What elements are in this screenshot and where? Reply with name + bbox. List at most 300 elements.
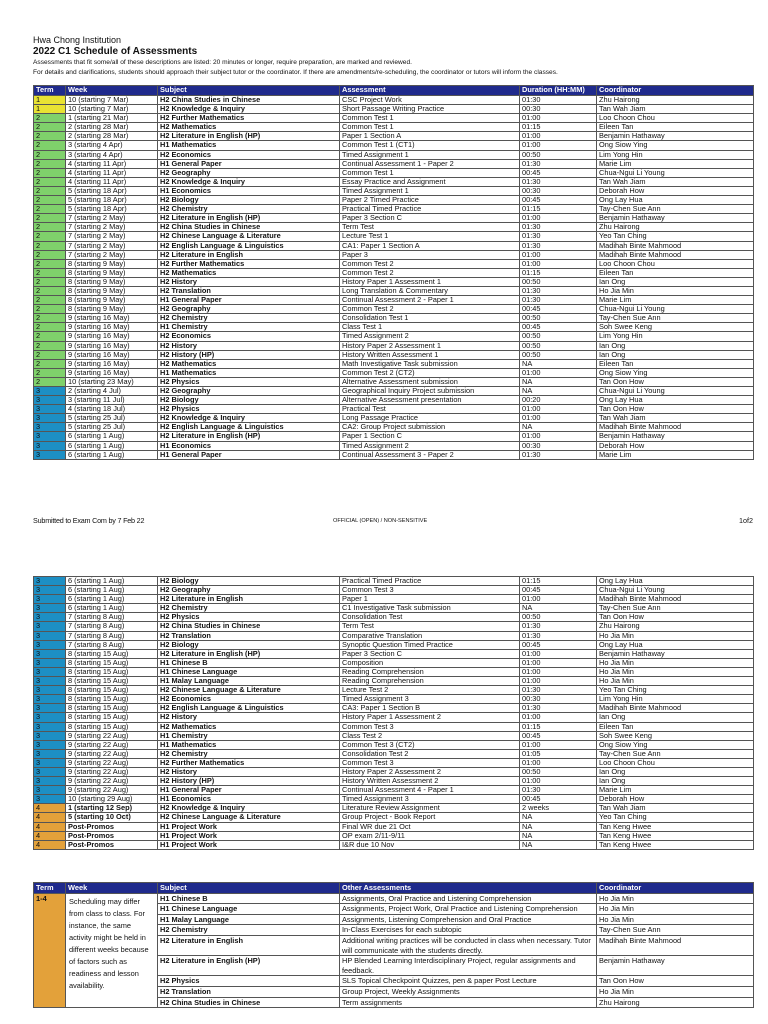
coordinator-cell: Lim Yong Hin [597, 150, 754, 159]
week-cell: 10 (starting 29 Aug) [66, 795, 158, 804]
assessment-cell: Paper 1 [340, 595, 520, 604]
assessment-cell: Alternative Assessment presentation [340, 396, 520, 405]
assessment-cell: Long Translation & Commentary [340, 286, 520, 295]
coordinator-cell: Ho Jia Min [597, 286, 754, 295]
schedule-rows-page-2 [34, 577, 754, 850]
subject-cell: H2 Literature in English (HP) [158, 432, 340, 441]
coordinator-cell: Tan Oon How [597, 405, 754, 414]
term-cell: 2 [34, 214, 66, 223]
table-row [34, 631, 754, 640]
coordinator-cell: Ian Ong [597, 350, 754, 359]
week-cell: 8 (starting 15 Aug) [66, 686, 158, 695]
duration-cell: 01:00 [520, 658, 597, 667]
assessment-cell: Common Test 3 (CT2) [340, 740, 520, 749]
week-cell: 7 (starting 8 Aug) [66, 613, 158, 622]
duration-cell: 01:15 [520, 577, 597, 586]
table-row [34, 223, 754, 232]
assessment-cell: Consolidation Test [340, 613, 520, 622]
table-row [34, 123, 754, 132]
term-cell: 3 [34, 441, 66, 450]
duration-cell: 01:00 [520, 214, 597, 223]
duration-cell: 00:30 [520, 695, 597, 704]
coordinator-cell: Tay-Chen Sue Ann [597, 205, 754, 214]
term-cell: 3 [34, 631, 66, 640]
table-row [34, 196, 754, 205]
week-cell: 7 (starting 2 May) [66, 241, 158, 250]
subject-cell: H2 Literature in English [158, 935, 340, 955]
table-row [34, 450, 754, 459]
duration-cell: NA [520, 813, 597, 822]
subject-cell: H2 Knowledge & Inquiry [158, 177, 340, 186]
term-cell: 3 [34, 622, 66, 631]
week-cell: 9 (starting 16 May) [66, 368, 158, 377]
assessment-cell: History Paper 1 Assessment 2 [340, 713, 520, 722]
coordinator-cell: Ho Jia Min [597, 658, 754, 667]
term-cell: 2 [34, 305, 66, 314]
subject-cell: H2 Mathematics [158, 359, 340, 368]
table-row [34, 214, 754, 223]
duration-cell: 01:00 [520, 114, 597, 123]
term-cell: 3 [34, 405, 66, 414]
subject-cell: H1 Project Work [158, 840, 340, 849]
term-cell: 2 [34, 196, 66, 205]
table-row [34, 423, 754, 432]
coordinator-cell: Yeo Tan Ching [597, 813, 754, 822]
coordinator-cell: Madihah Binte Mahmood [597, 935, 754, 955]
col-duration: Duration (HH:MM) [520, 86, 597, 96]
coordinator-cell: Eileen Tan [597, 722, 754, 731]
table-row [34, 586, 754, 595]
subject-cell: H1 Economics [158, 441, 340, 450]
coordinator-cell: Chua-Ngui Li Young [597, 168, 754, 177]
week-cell: 7 (starting 8 Aug) [66, 622, 158, 631]
table-row [34, 441, 754, 450]
duration-cell: 01:00 [520, 432, 597, 441]
week-cell: 5 (starting 25 Jul) [66, 423, 158, 432]
duration-cell: NA [520, 377, 597, 386]
assessment-cell: History Paper 1 Assessment 1 [340, 277, 520, 286]
table-row [34, 341, 754, 350]
coordinator-cell: Ian Ong [597, 713, 754, 722]
week-cell: 4 (starting 11 Apr) [66, 159, 158, 168]
table-row [34, 177, 754, 186]
duration-cell: 00:50 [520, 341, 597, 350]
table-row [34, 640, 754, 649]
table-row [34, 387, 754, 396]
assessment-cell: C1 Investigative Task submission [340, 604, 520, 613]
week-cell: 9 (starting 22 Aug) [66, 767, 158, 776]
term-cell: 3 [34, 432, 66, 441]
assessment-cell: Reading Comprehension [340, 677, 520, 686]
table-row [34, 268, 754, 277]
table-row [34, 722, 754, 731]
subject-cell: H1 Mathematics [158, 141, 340, 150]
table-row [34, 686, 754, 695]
week-cell: 9 (starting 22 Aug) [66, 758, 158, 767]
week-cell: 8 (starting 9 May) [66, 296, 158, 305]
coordinator-cell: Madihah Binte Mahmood [597, 250, 754, 259]
table-row [34, 713, 754, 722]
week-cell: 9 (starting 16 May) [66, 323, 158, 332]
term-cell: 3 [34, 649, 66, 658]
subject-cell: H1 Mathematics [158, 740, 340, 749]
assessment-cell: Final WR due 21 Oct [340, 822, 520, 831]
term-cell: 3 [34, 423, 66, 432]
duration-cell: NA [520, 359, 597, 368]
duration-cell: 00:45 [520, 305, 597, 314]
week-cell: 8 (starting 9 May) [66, 259, 158, 268]
duration-cell: 01:15 [520, 268, 597, 277]
coordinator-cell: Tan Wah Jiam [597, 414, 754, 423]
coordinator-cell: Soh Swee Keng [597, 731, 754, 740]
table-row [34, 114, 754, 123]
subject-cell: H2 China Studies in Chinese [158, 622, 340, 631]
other-assessment-cell: Assignments, Project Work, Oral Practice and Listening Comprehension [340, 904, 597, 915]
week-cell: 8 (starting 15 Aug) [66, 649, 158, 658]
assessment-cell: Common Test 2 [340, 305, 520, 314]
week-cell: 9 (starting 16 May) [66, 332, 158, 341]
assessment-cell: Reading Comprehension [340, 667, 520, 676]
duration-cell: 00:50 [520, 332, 597, 341]
subject-cell: H1 Chinese B [158, 658, 340, 667]
duration-cell: 01:00 [520, 777, 597, 786]
subject-cell: H1 Chinese B [158, 893, 340, 904]
term-cell: 2 [34, 168, 66, 177]
assessment-cell: Consolidation Test 1 [340, 314, 520, 323]
subject-cell: H2 Mathematics [158, 268, 340, 277]
duration-cell: 00:20 [520, 396, 597, 405]
table-row [34, 150, 754, 159]
assessment-cell: Paper 3 Section C [340, 214, 520, 223]
week-cell: 8 (starting 9 May) [66, 286, 158, 295]
table-row [34, 777, 754, 786]
coordinator-cell: Tay-Chen Sue Ann [597, 314, 754, 323]
duration-cell: 00:30 [520, 186, 597, 195]
subject-cell: H2 Physics [158, 377, 340, 386]
subject-cell: H2 Physics [158, 613, 340, 622]
week-cell: 8 (starting 9 May) [66, 268, 158, 277]
other-header-row [34, 883, 754, 894]
duration-cell: 00:50 [520, 767, 597, 776]
assessment-cell: Paper 1 Section A [340, 132, 520, 141]
week-cell: 9 (starting 22 Aug) [66, 749, 158, 758]
term-cell: 3 [34, 640, 66, 649]
term-cell: 2 [34, 132, 66, 141]
duration-cell: 01:30 [520, 622, 597, 631]
term-cell: 3 [34, 695, 66, 704]
assessment-cell: Synoptic Question Timed Practice [340, 640, 520, 649]
duration-cell: 01:30 [520, 96, 597, 105]
table-row [34, 577, 754, 586]
coordinator-cell: Chua-Ngui Li Young [597, 586, 754, 595]
submitted-note: Submitted to Exam Com by 7 Feb 22 [33, 516, 145, 525]
term-cell: 2 [34, 223, 66, 232]
table-row [34, 132, 754, 141]
term-cell: 2 [34, 177, 66, 186]
coordinator-cell: Chua-Ngui Li Young [597, 387, 754, 396]
table-row [34, 795, 754, 804]
week-cell: 5 (starting 25 Jul) [66, 414, 158, 423]
term-cell: 1 [34, 96, 66, 105]
schedule-table-page-2 [33, 576, 754, 850]
week-cell: 9 (starting 22 Aug) [66, 740, 158, 749]
term-cell: 2 [34, 259, 66, 268]
duration-cell: 00:30 [520, 105, 597, 114]
subject-cell: H2 History (HP) [158, 777, 340, 786]
week-cell: 10 (starting 23 May) [66, 377, 158, 386]
table-row [34, 259, 754, 268]
term-cell: 3 [34, 577, 66, 586]
coordinator-cell: Deborah How [597, 795, 754, 804]
duration-cell: 01:00 [520, 595, 597, 604]
subject-cell: H1 General Paper [158, 296, 340, 305]
assessment-cell: Common Test 3 [340, 586, 520, 595]
other-col-subject: Subject [158, 883, 340, 894]
duration-cell: 00:30 [520, 441, 597, 450]
assessment-cell: Term Test [340, 622, 520, 631]
term-cell: 2 [34, 277, 66, 286]
term-cell: 4 [34, 804, 66, 813]
criteria-note: Assessments that fit some/all of these descriptions are listed: 20 minutes or longer, require preparation, are marked and reviewed. [33, 59, 412, 66]
table-row [34, 831, 754, 840]
coordinator-cell: Benjamin Hathaway [597, 649, 754, 658]
scheduling-note: Scheduling may differ from class to class. For instance, the same activity might be held in different weeks because of factors such as readiness and lesson availability. [66, 893, 158, 1008]
week-cell: 7 (starting 2 May) [66, 214, 158, 223]
subject-cell: H2 China Studies in Chinese [158, 223, 340, 232]
assessment-cell: Practical Timed Practice [340, 577, 520, 586]
week-cell: 2 (starting 28 Mar) [66, 123, 158, 132]
coordinator-cell: Ho Jia Min [597, 986, 754, 997]
coordinator-cell: Marie Lim [597, 786, 754, 795]
duration-cell: 01:00 [520, 713, 597, 722]
subject-cell: H2 English Language & Linguistics [158, 423, 340, 432]
table-row [34, 804, 754, 813]
week-cell: 6 (starting 1 Aug) [66, 441, 158, 450]
term-cell: 3 [34, 767, 66, 776]
subject-cell: H2 Knowledge & Inquiry [158, 804, 340, 813]
coordinator-cell: Ho Jia Min [597, 677, 754, 686]
week-cell: 7 (starting 2 May) [66, 232, 158, 241]
coordinator-cell: Zhu Hairong [597, 96, 754, 105]
duration-cell: 01:00 [520, 405, 597, 414]
coordinator-cell: Loo Choon Chou [597, 758, 754, 767]
assessment-cell: Continual Assessment 4 - Paper 1 [340, 786, 520, 795]
term-cell: 1 [34, 105, 66, 114]
coordinator-cell: Ho Jia Min [597, 893, 754, 904]
assessment-cell: Lecture Test 1 [340, 232, 520, 241]
assessment-cell: Literature Review Assignment [340, 804, 520, 813]
clarification-note: For details and clarifications, students should approach their subject tutor or the coordinator. If there are amendments/re-scheduling, the coordinator or tutors will inform the classes. [33, 69, 558, 76]
term-cell: 3 [34, 450, 66, 459]
duration-cell: 01:15 [520, 123, 597, 132]
term-cell: 2 [34, 368, 66, 377]
subject-cell: H2 Mathematics [158, 123, 340, 132]
week-cell: 7 (starting 8 Aug) [66, 631, 158, 640]
week-cell: 6 (starting 1 Aug) [66, 450, 158, 459]
coordinator-cell: Madihah Binte Mahmood [597, 595, 754, 604]
term-cell: 4 [34, 840, 66, 849]
coordinator-cell: Marie Lim [597, 296, 754, 305]
week-cell: 7 (starting 8 Aug) [66, 640, 158, 649]
subject-cell: H2 Literature in English (HP) [158, 649, 340, 658]
assessment-cell: Group Project - Book Report [340, 813, 520, 822]
subject-cell: H1 General Paper [158, 159, 340, 168]
table-row [34, 740, 754, 749]
assessment-cell: History Paper 2 Assessment 1 [340, 341, 520, 350]
assessment-cell: Practical Timed Practice [340, 205, 520, 214]
term-cell: 3 [34, 613, 66, 622]
table-row [34, 396, 754, 405]
col-subject: Subject [158, 86, 340, 96]
coordinator-cell: Madihah Binte Mahmood [597, 423, 754, 432]
duration-cell: 01:30 [520, 704, 597, 713]
schedule-table-page-1 [33, 85, 754, 460]
duration-cell: 01:30 [520, 296, 597, 305]
term-cell: 2 [34, 332, 66, 341]
duration-cell: 01:00 [520, 259, 597, 268]
assessment-cell: Paper 3 [340, 250, 520, 259]
term-cell: 2 [34, 205, 66, 214]
week-cell: 7 (starting 2 May) [66, 250, 158, 259]
subject-cell: H1 Malay Language [158, 677, 340, 686]
assessment-cell: Long Passage Practice [340, 414, 520, 423]
week-cell: 8 (starting 15 Aug) [66, 695, 158, 704]
other-col-term: Term [34, 883, 66, 894]
assessment-cell: Practical Test [340, 405, 520, 414]
week-cell: 4 (starting 11 Apr) [66, 168, 158, 177]
assessment-cell: Continual Assessment 2 - Paper 1 [340, 296, 520, 305]
term-cell: 2 [34, 159, 66, 168]
term-cell: 3 [34, 740, 66, 749]
week-cell: 5 (starting 18 Apr) [66, 186, 158, 195]
duration-cell: 01:15 [520, 205, 597, 214]
week-cell: 8 (starting 15 Aug) [66, 722, 158, 731]
week-cell: 5 (starting 10 Oct) [66, 813, 158, 822]
week-cell: 6 (starting 1 Aug) [66, 586, 158, 595]
week-cell: 7 (starting 2 May) [66, 223, 158, 232]
subject-cell: H2 Economics [158, 150, 340, 159]
assessment-cell: Essay Practice and Assignment [340, 177, 520, 186]
subject-cell: H2 History [158, 713, 340, 722]
assessment-cell: Math Investigative Task submission [340, 359, 520, 368]
table-row [34, 595, 754, 604]
other-assessment-cell: Term assignments [340, 997, 597, 1008]
term-cell: 3 [34, 795, 66, 804]
subject-cell: H2 Further Mathematics [158, 259, 340, 268]
assessment-cell: Class Test 2 [340, 731, 520, 740]
table-row [34, 314, 754, 323]
subject-cell: H2 Chinese Language & Literature [158, 813, 340, 822]
subject-cell: H2 Literature in English (HP) [158, 214, 340, 223]
table-row [34, 731, 754, 740]
coordinator-cell: Lim Yong Hin [597, 695, 754, 704]
assessment-cell: CA2: Group Project submission [340, 423, 520, 432]
week-cell: 3 (starting 11 Jul) [66, 396, 158, 405]
assessment-cell: Composition [340, 658, 520, 667]
subject-cell: H2 Chemistry [158, 925, 340, 936]
assessment-cell: Common Test 3 [340, 722, 520, 731]
coordinator-cell: Ian Ong [597, 277, 754, 286]
term-cell: 2 [34, 268, 66, 277]
coordinator-cell: Ian Ong [597, 341, 754, 350]
duration-cell: 01:30 [520, 631, 597, 640]
duration-cell: 01:30 [520, 450, 597, 459]
assessment-cell: Term Test [340, 223, 520, 232]
document-header [33, 35, 753, 78]
subject-cell: H1 Malay Language [158, 914, 340, 925]
duration-cell: 00:45 [520, 196, 597, 205]
duration-cell: 00:45 [520, 640, 597, 649]
duration-cell: 01:00 [520, 740, 597, 749]
term-cell: 3 [34, 586, 66, 595]
table-header-row [34, 86, 754, 96]
coordinator-cell: Yeo Tan Ching [597, 232, 754, 241]
term-cell: 3 [34, 414, 66, 423]
week-cell: 8 (starting 9 May) [66, 277, 158, 286]
subject-cell: H2 Physics [158, 405, 340, 414]
subject-cell: H2 Geography [158, 168, 340, 177]
document-title: 2022 C1 Schedule of Assessments [33, 46, 198, 57]
table-row [34, 205, 754, 214]
assessment-cell: History Written Assessment 2 [340, 777, 520, 786]
week-cell: 8 (starting 15 Aug) [66, 667, 158, 676]
other-col-week: Week [66, 883, 158, 894]
subject-cell: H1 Chinese Language [158, 904, 340, 915]
subject-cell: H2 Biology [158, 577, 340, 586]
coordinator-cell: Ong Siow Ying [597, 740, 754, 749]
other-assessment-cell: Assignments, Listening Comprehension and Oral Practice [340, 914, 597, 925]
duration-cell: 00:45 [520, 323, 597, 332]
other-assessment-cell: SLS Topical Checkpoint Quizzes, pen & paper Post Lecture [340, 976, 597, 987]
term-cell: 2 [34, 150, 66, 159]
coordinator-cell: Yeo Tan Ching [597, 686, 754, 695]
coordinator-cell: Marie Lim [597, 450, 754, 459]
duration-cell: NA [520, 831, 597, 840]
table-row [34, 432, 754, 441]
table-row [34, 622, 754, 631]
subject-cell: H2 Chemistry [158, 205, 340, 214]
subject-cell: H1 Economics [158, 795, 340, 804]
table-row [34, 241, 754, 250]
assessment-cell: Common Test 3 [340, 758, 520, 767]
week-cell: 8 (starting 9 May) [66, 305, 158, 314]
term-cell: 2 [34, 114, 66, 123]
coordinator-cell: Loo Choon Chou [597, 259, 754, 268]
subject-cell: H2 Translation [158, 986, 340, 997]
assessment-cell: I&R due 10 Nov [340, 840, 520, 849]
term-cell: 3 [34, 749, 66, 758]
table-row [34, 377, 754, 386]
week-cell: 10 (starting 7 Mar) [66, 96, 158, 105]
other-assessments-table [33, 882, 754, 1008]
subject-cell: H2 Physics [158, 976, 340, 987]
term-cell: 2 [34, 286, 66, 295]
duration-cell: NA [520, 604, 597, 613]
subject-cell: H1 Project Work [158, 831, 340, 840]
term-cell: 2 [34, 341, 66, 350]
duration-cell: 01:30 [520, 786, 597, 795]
duration-cell: 00:50 [520, 613, 597, 622]
col-term: Term [34, 86, 66, 96]
week-cell: 6 (starting 1 Aug) [66, 577, 158, 586]
duration-cell: 01:00 [520, 758, 597, 767]
assessment-cell: Common Test 2 (CT2) [340, 368, 520, 377]
term-cell: 3 [34, 758, 66, 767]
subject-cell: H2 Literature in English [158, 250, 340, 259]
assessment-cell: Geographical Inquiry Project submission [340, 387, 520, 396]
coordinator-cell: Ong Lay Hua [597, 577, 754, 586]
term-cell: 3 [34, 713, 66, 722]
